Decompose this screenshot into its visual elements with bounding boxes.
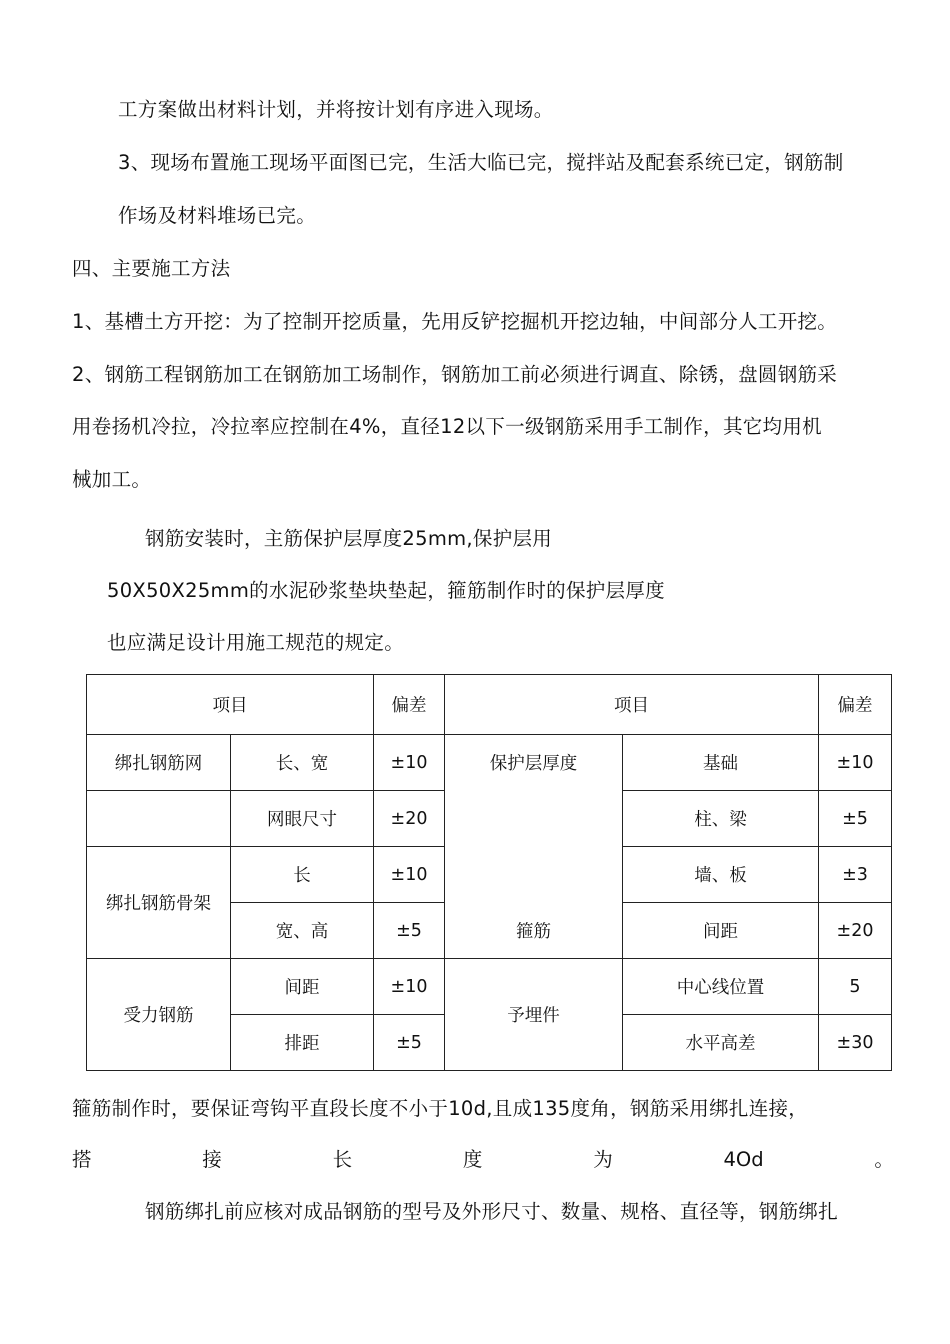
justified-char: 长: [332, 1148, 353, 1171]
table-cell: 网眼尺寸: [231, 791, 374, 847]
table-cell: ±20: [819, 903, 892, 959]
table-cell: 排距: [231, 1015, 374, 1071]
table-row: [87, 791, 892, 847]
paragraph-line: 3、现场布置施工现场平面图已完，生活大临已完，搅拌站及配套系统已定，钢筋制: [118, 151, 844, 174]
table-cell: 予埋件: [445, 959, 623, 1071]
table-cell: 长、宽: [231, 735, 374, 791]
paragraph-line: 1、基槽土方开挖：为了控制开挖质量，先用反铲挖掘机开挖边轴，中间部分人工开挖。: [72, 310, 838, 333]
table-cell: 水平高差: [623, 1015, 819, 1071]
table-cell: 基础: [623, 735, 819, 791]
table-cell: 箍筋: [445, 903, 623, 959]
paragraph-line: 2、钢筋工程钢筋加工在钢筋加工场制作，钢筋加工前必须进行调直、除锈，盘圆钢筋采: [72, 363, 838, 386]
section-heading: 四、主要施工方法: [72, 257, 231, 280]
paragraph-line: 作场及材料堆场已完。: [118, 204, 317, 227]
table-cell: [445, 847, 623, 903]
justified-char: 接: [202, 1148, 222, 1171]
header-item: 项目: [445, 675, 819, 735]
table-cell: ±10: [819, 735, 892, 791]
table-cell: 长: [231, 847, 374, 903]
table-cell: 保护层厚度: [445, 735, 623, 791]
paragraph-line: 工方案做出材料计划，并将按计划有序进入现场。: [118, 98, 554, 121]
table-cell: 柱、梁: [623, 791, 819, 847]
table-cell: ±5: [374, 1015, 445, 1071]
table-cell: [445, 791, 623, 847]
table-cell: 间距: [231, 959, 374, 1015]
tolerance-table: [86, 674, 892, 1071]
table-cell: 墙、板: [623, 847, 819, 903]
justified-char: 4Od: [723, 1148, 764, 1171]
table-header-row: [87, 675, 892, 735]
header-deviation: 偏差: [819, 675, 892, 735]
paragraph-line: 也应满足设计用施工规范的规定。: [107, 631, 405, 654]
table-cell: ±10: [374, 959, 445, 1015]
table-cell: 中心线位置: [623, 959, 819, 1015]
justified-char: 度: [462, 1148, 483, 1171]
paragraph-line: 钢筋绑扎前应核对成品钢筋的型号及外形尺寸、数量、规格、直径等，钢筋绑扎: [145, 1200, 839, 1223]
table-cell: 受力钢筋: [87, 959, 231, 1071]
table-cell: ±20: [374, 791, 445, 847]
table-cell: 5: [819, 959, 892, 1015]
justified-line: [72, 1147, 894, 1173]
paragraph-line: 箍筋制作时，要保证弯钩平直段长度不小于10d,且成135度角，钢筋采用绑扎连接，: [72, 1097, 809, 1120]
table-row: [87, 959, 892, 1015]
table-cell: ±10: [374, 735, 445, 791]
table-cell: 绑扎钢筋网: [87, 735, 231, 791]
table-cell: ±5: [374, 903, 445, 959]
header-deviation: 偏差: [374, 675, 445, 735]
table-row: [87, 847, 892, 903]
table-cell: 间距: [623, 903, 819, 959]
paragraph-line: 用卷扬机冷拉，冷拉率应控制在4%，直径12以下一级钢筋采用手工制作，其它均用机: [72, 415, 822, 438]
table-cell: 宽、高: [231, 903, 374, 959]
table-cell: 绑扎钢筋骨架: [87, 847, 231, 959]
paragraph-line: 50X50X25mm的水泥砂浆垫块垫起，箍筋制作时的保护层厚度: [107, 579, 665, 602]
table-cell: ±3: [819, 847, 892, 903]
paragraph-line: 钢筋安装时，主筋保护层厚度25mm,保护层用: [145, 527, 553, 550]
table-cell: ±5: [819, 791, 892, 847]
table-row: [87, 735, 892, 791]
table-cell: ±10: [374, 847, 445, 903]
paragraph-line: 械加工。: [72, 468, 152, 491]
justified-char: 搭: [72, 1148, 92, 1171]
header-item: 项目: [87, 675, 374, 735]
table-cell: [87, 791, 231, 847]
table-cell: ±30: [819, 1015, 892, 1071]
justified-char: 。: [874, 1148, 894, 1171]
justified-char: 为: [593, 1148, 613, 1171]
